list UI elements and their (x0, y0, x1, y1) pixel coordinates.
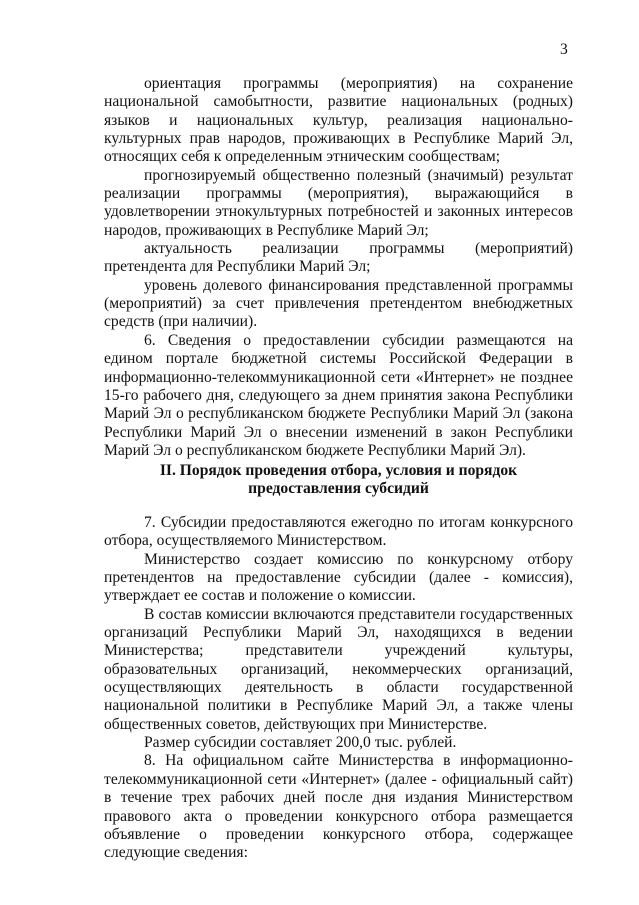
paragraph: ориентация программы (мероприятия) на сохранение национальной самобытности, развитие национальных (родных) языков и национальных культур, реализация национально-культурных прав народов, проживающих в Республике Марий Эл, относящих себя к определенным этническим сообществам; (104, 75, 573, 166)
paragraph: Министерство создает комиссию по конкурсному отбору претендентов на предоставление субсидии (далее - комиссия), утверждает ее состав и положение о комиссии. (104, 550, 573, 605)
section-heading-line-1: II. Порядок проведения отбора, условия и порядок (159, 462, 518, 479)
section-heading-line-2: предоставления субсидий (248, 480, 429, 498)
paragraph: актуальность реализации программы (мероприятий) претендента для Республики Марий Эл; (104, 240, 573, 276)
paragraph: 7. Субсидии предоставляются ежегодно по итогам конкурсного отбора, осуществляемого Министерством. (104, 514, 573, 550)
section-2-text (104, 514, 573, 863)
page-number: 3 (560, 41, 568, 58)
paragraph: 6. Сведения о предоставлении субсидии размещаются на едином портале бюджетной системы Российской Федерации в информационно-телекоммуникационной сети «Интернет» не позднее 15-го рабочего дня, следующего за днем принятия закона Республики Марий Эл о республиканском бюджете Республики Марий Эл (закона Республики Марий Эл о внесении изменений в закон Республики Марий Эл о республиканском бюджете Республики Марий Эл). (104, 331, 573, 459)
section-1-text (104, 75, 573, 460)
paragraph: В состав комиссии включаются представители государственных организаций Республики Марий Эл, находящихся в ведении Министерства; представители учреждений культуры, образовательных организаций, некоммерческих организаций, осуществляющих деятельность в области государственной национальной политики в Республике Марий Эл, а также члены общественных советов, действующих при Министерстве. (104, 605, 573, 733)
paragraph: уровень долевого финансирования представленной программы (мероприятий) за счет привлечения претендентом внебюджетных средств (при наличии). (104, 276, 573, 331)
paragraph: прогнозируемый общественно полезный (значимый) результат реализации программы (мероприятия), выражающийся в удовлетворении этнокультурных потребностей и законных интересов народов, проживающих в Республике Марий Эл; (104, 166, 573, 239)
paragraph: 8. На официальном сайте Министерства в информационно-телекоммуникационной сети «Интернет» (далее - официальный сайт) в течение трех рабочих дней после дня издания Министерством правового акта о проведении конкурсного отбора размещается объявление о проведении конкурсного отбора, содержащее следующие сведения: (104, 752, 573, 862)
section-heading (104, 462, 573, 499)
paragraph: Размер субсидии составляет 200,0 тыс. рублей. (144, 734, 457, 752)
